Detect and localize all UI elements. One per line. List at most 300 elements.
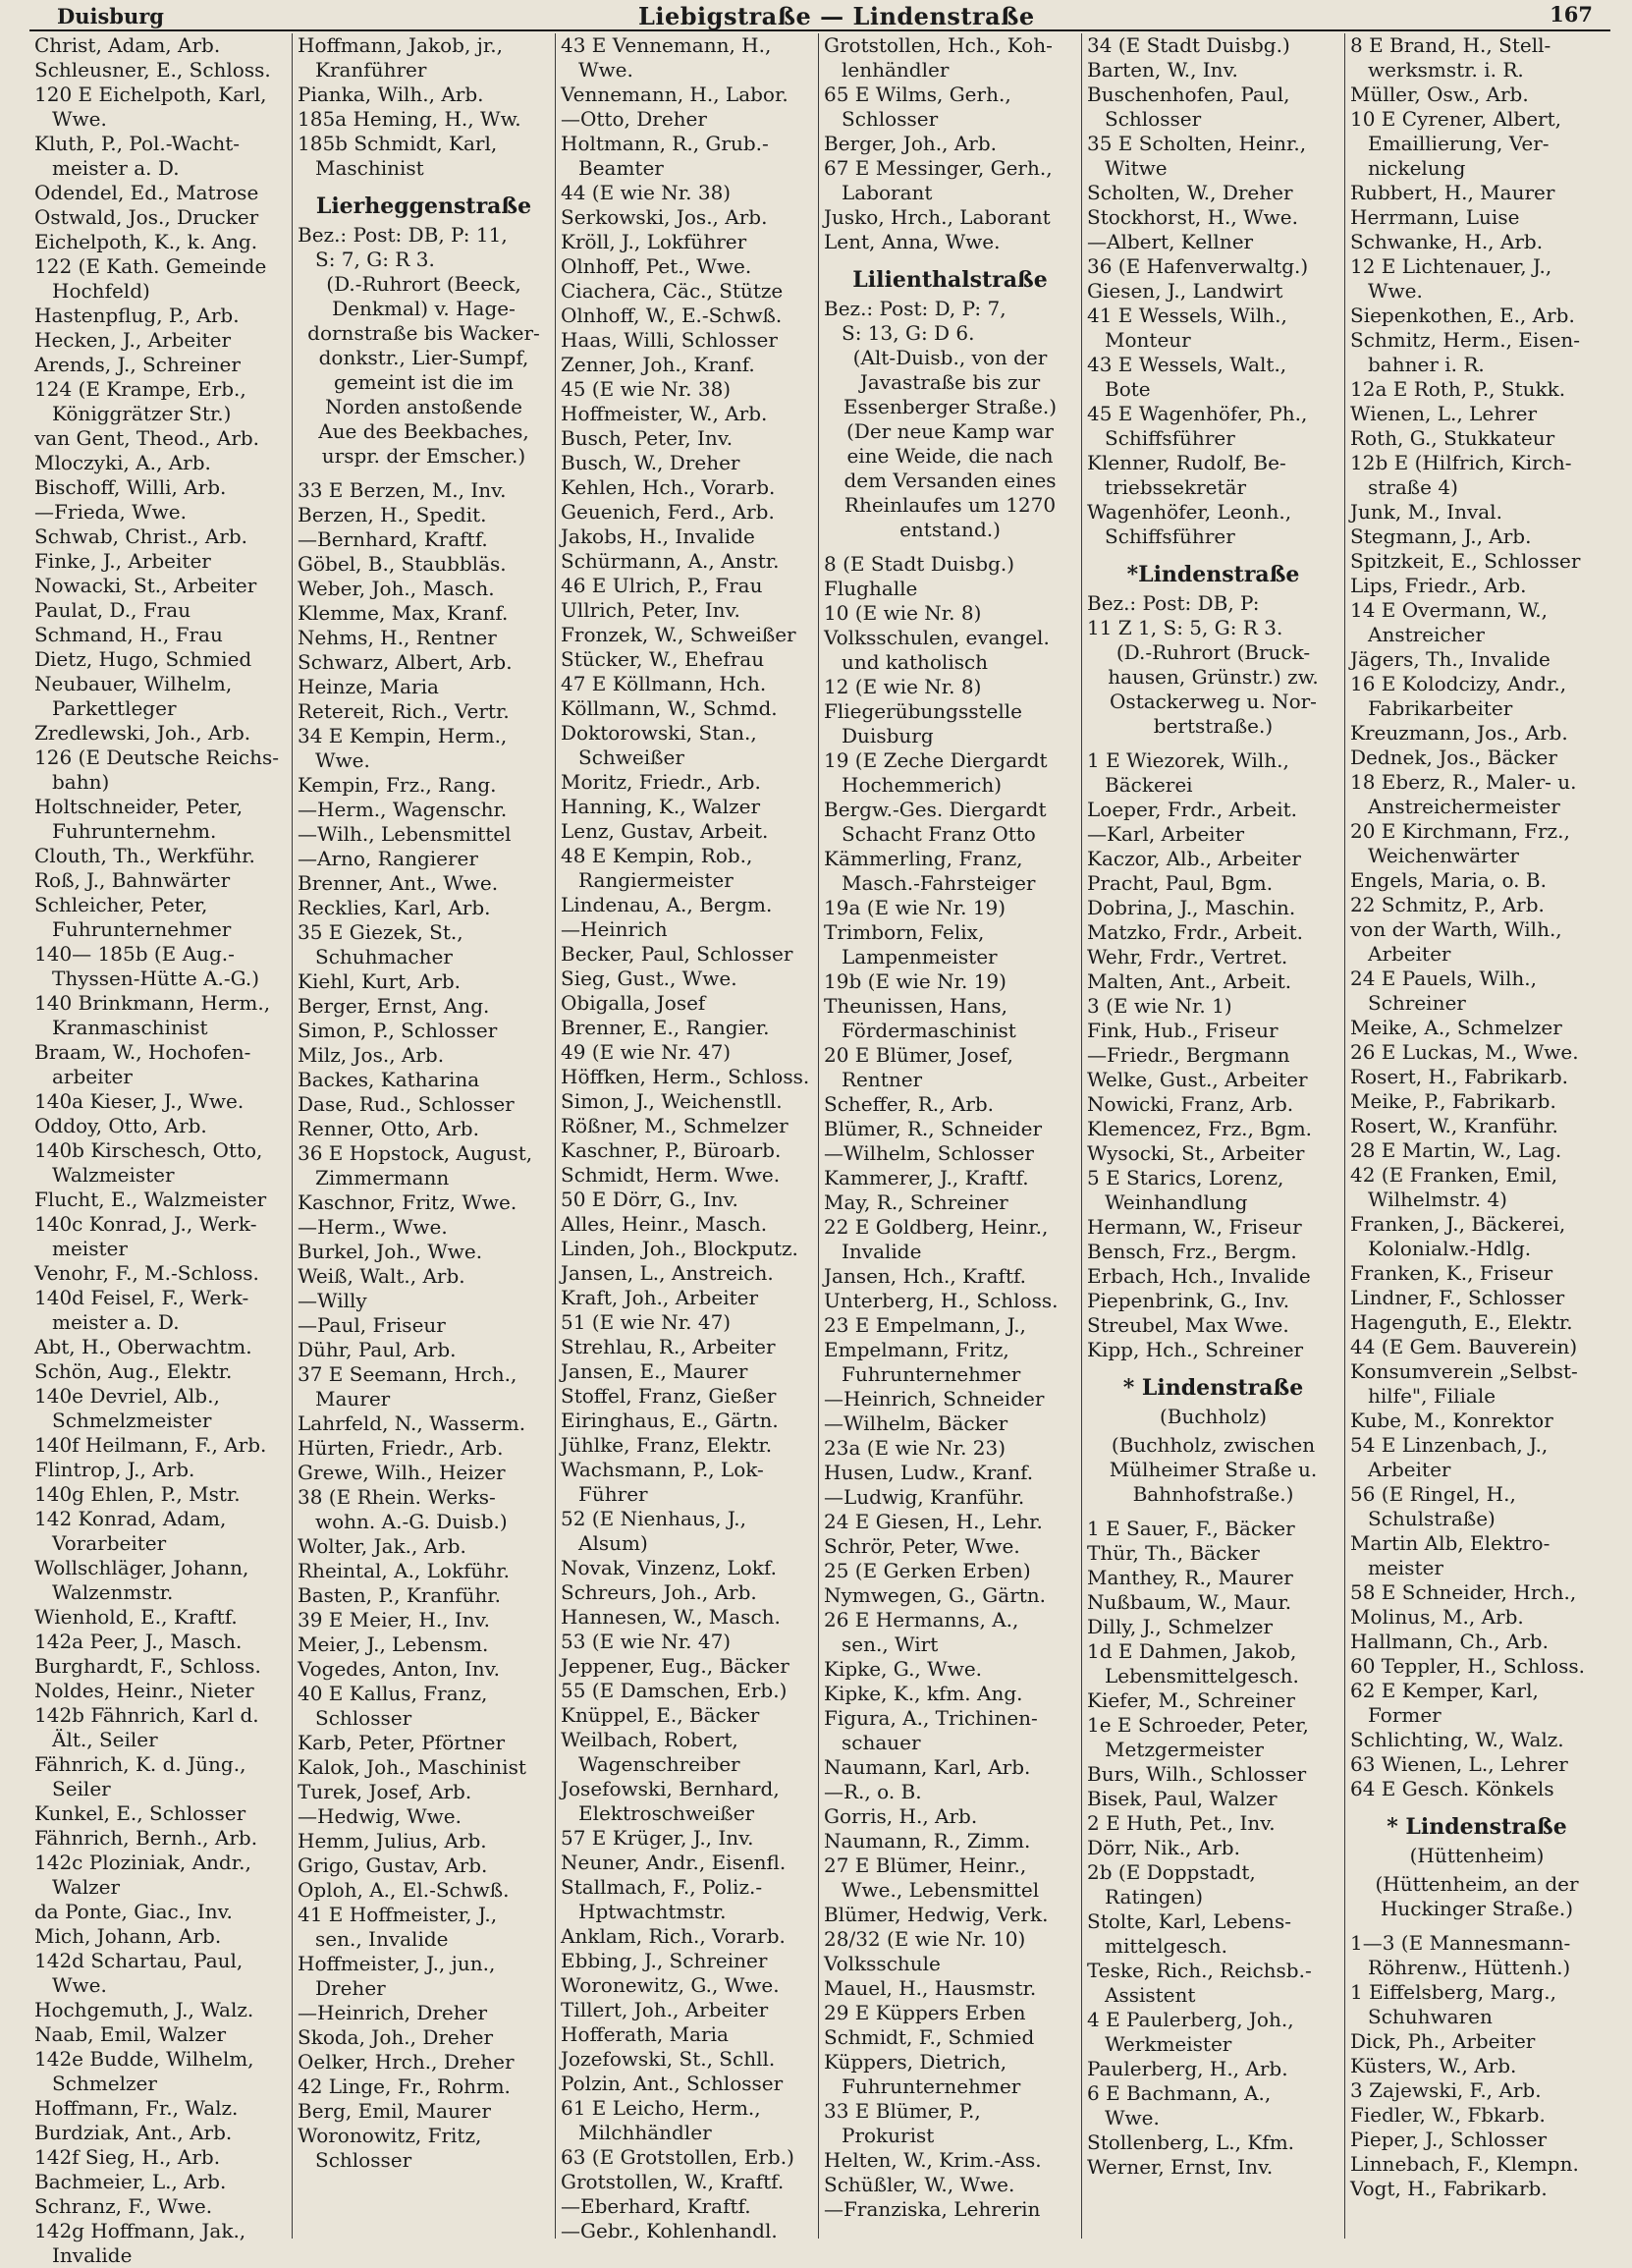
directory-entry: Flughalle: [824, 577, 918, 600]
directory-entry: 65 E Wilms, Gerh.,: [824, 83, 1011, 106]
entry-continuation: Parkettleger: [52, 696, 177, 720]
entry-continuation: arbeiter: [52, 1065, 133, 1088]
directory-entry: 24 E Pauels, Wilh.,: [1350, 967, 1537, 990]
directory-entry: —Heinrich, Dreher: [298, 2001, 488, 2024]
entry-continuation: Hptwachtmstr.: [578, 1900, 727, 1923]
note-line: donkstr., Lier-Sumpf,: [318, 346, 529, 369]
entry-continuation: Seiler: [52, 1777, 111, 1800]
directory-entry: Nehms, H., Rentner: [298, 626, 497, 649]
directory-entry: Meike, P., Fabrikarb.: [1350, 1089, 1556, 1113]
note-line: Javastraße bis zur: [859, 370, 1041, 394]
directory-entry: Kalok, Joh., Maschinist: [298, 1755, 526, 1779]
directory-entry: Schlichting, W., Walz.: [1350, 1728, 1564, 1751]
directory-entry: Stegmann, J., Arb.: [1350, 525, 1532, 548]
directory-entry: Spitzkeit, E., Schlosser: [1350, 549, 1581, 573]
directory-entry: Kreuzmann, Jos., Arb.: [1350, 721, 1568, 745]
directory-entry: Trimborn, Felix,: [824, 920, 985, 944]
directory-entry: —Herm., Wwe.: [298, 1215, 448, 1239]
entry-continuation: Vorarbeiter: [52, 1531, 167, 1555]
directory-entry: Klenner, Rudolf, Be-: [1087, 451, 1286, 474]
entry-list: [824, 33, 1076, 254]
directory-entry: 25 (E Gerken Erben): [824, 1559, 1031, 1582]
directory-entry: Lahrfeld, N., Wasserm.: [298, 1411, 526, 1435]
entry-continuation: bahner i. R.: [1368, 353, 1485, 376]
note-line: (Buchholz, zwischen: [1111, 1433, 1316, 1457]
entry-continuation: Maschinist: [315, 156, 424, 180]
entry-continuation: Schlosser: [315, 2148, 412, 2172]
directory-entry: 142e Budde, Wilhelm,: [34, 2047, 254, 2071]
directory-entry: Fähnrich, Bernh., Arb.: [34, 1826, 258, 1850]
directory-entry: Woronowitz, Fritz,: [298, 2124, 482, 2147]
directory-entry: Jansen, E., Maurer: [561, 1359, 748, 1383]
directory-entry: Oelker, Hrch., Dreher: [298, 2050, 515, 2074]
directory-entry: 12b E (Hilfrich, Kirch-: [1350, 451, 1572, 474]
directory-entry: Klemme, Max, Kranf.: [298, 601, 509, 625]
entry-continuation: Weinhandlung: [1105, 1190, 1248, 1214]
directory-entry: Weiß, Walt., Arb.: [298, 1264, 465, 1288]
header-city: Duisburg: [57, 4, 164, 28]
directory-entry: Empelmann, Fritz,: [824, 1338, 1009, 1361]
directory-entry: Stoffel, Franz, Gießer: [561, 1384, 777, 1408]
directory-entry: Retereit, Rich., Vertr.: [298, 699, 510, 723]
entry-continuation: sen., Wirt: [842, 1632, 939, 1656]
directory-entry: Kube, M., Konrektor: [1350, 1409, 1553, 1432]
directory-entry: 34 E Kempin, Herm.,: [298, 724, 508, 747]
directory-entry: Kaczor, Alb., Arbeiter: [1087, 847, 1301, 870]
directory-entry: Kiefer, M., Schreiner: [1087, 1688, 1295, 1712]
directory-entry: 50 E Dörr, G., Inv.: [561, 1188, 738, 1211]
directory-entry: Rosert, H., Fabrikarb.: [1350, 1065, 1568, 1088]
district-info-line: Bez.: Post: D, P: 7,: [824, 297, 1006, 320]
entry-continuation: Maurer: [315, 1387, 391, 1411]
directory-entry: 46 E Ulrich, P., Frau: [561, 574, 763, 597]
district-info-line: Bez.: Post: DB, P:: [1087, 591, 1260, 615]
directory-entry: Skoda, Joh., Dreher: [298, 2025, 494, 2049]
directory-entry: Arends, J., Schreiner: [34, 353, 241, 376]
directory-entry: Hemm, Julius, Arb.: [298, 1829, 487, 1853]
directory-entry: Piepenbrink, G., Inv.: [1087, 1289, 1290, 1312]
directory-entry: 19 (E Zeche Diergardt: [824, 748, 1048, 772]
entry-continuation: sen., Invalide: [315, 1927, 449, 1951]
directory-entry: Christ, Adam, Arb.: [34, 33, 221, 57]
directory-entry: 140f Heilmann, F., Arb.: [34, 1433, 267, 1457]
directory-entry: Kipke, G., Wwe.: [824, 1657, 983, 1681]
directory-entry: Stallmach, F., Poliz.-: [561, 1875, 763, 1899]
directory-entry: Novak, Vinzenz, Lokf.: [561, 1556, 777, 1579]
entry-list: [34, 33, 287, 2268]
entry-continuation: Monteur: [1105, 328, 1191, 352]
entry-continuation: Kolonialw.-Hdlg.: [1368, 1237, 1532, 1260]
directory-entry: Barten, W., Inv.: [1087, 58, 1238, 82]
directory-entry: 42 (E Franken, Emil,: [1350, 1163, 1558, 1187]
directory-entry: Jusko, Hrch., Laborant: [824, 205, 1051, 229]
directory-entry: 28/32 (E wie Nr. 10): [824, 1927, 1026, 1951]
entry-continuation: Schulstraße): [1368, 1507, 1496, 1530]
section-title-lindenstrasse-buchholz: * Lindenstraße: [1122, 1375, 1304, 1401]
directory-entry: Bensch, Frz., Bergm.: [1087, 1240, 1297, 1263]
street-note: [1087, 640, 1339, 739]
directory-entry: Kipp, Hch., Schreiner: [1087, 1338, 1304, 1361]
directory-entry: Hürten, Friedr., Arb.: [298, 1436, 504, 1460]
directory-entry: —Wilhelm, Schlosser: [824, 1141, 1034, 1165]
district-info: [298, 223, 550, 272]
directory-entry: Polzin, Ant., Schlosser: [561, 2072, 784, 2095]
directory-entry: Flintrop, J., Arb.: [34, 1458, 195, 1481]
directory-entry: Scheffer, R., Arb.: [824, 1092, 995, 1116]
directory-entry: Stollenberg, L., Kfm.: [1087, 2130, 1295, 2154]
entry-list: [561, 33, 813, 2243]
directory-entry: 63 (E Grotstollen, Erb.): [561, 2145, 794, 2169]
directory-entry: Kluth, P., Pol.-Wacht-: [34, 132, 241, 155]
directory-entry: 10 (E wie Nr. 8): [824, 601, 982, 625]
directory-entry: 64 E Gesch. Könkels: [1350, 1777, 1554, 1800]
entry-continuation: Laborant: [842, 181, 933, 204]
directory-entry: —Arno, Rangierer: [298, 847, 478, 870]
directory-entry: Jühlke, Franz, Elektr.: [561, 1433, 773, 1457]
section-title-lilienthalstrasse: Lilienthalstraße: [852, 267, 1048, 293]
note-line: Bahnhofstraße.): [1132, 1482, 1294, 1506]
directory-entry: Thür, Th., Bäcker: [1087, 1541, 1260, 1565]
directory-entry: 2 E Huth, Pet., Inv.: [1087, 1811, 1276, 1835]
directory-entry: 53 (E wie Nr. 47): [561, 1630, 732, 1653]
directory-entry: Schleusner, E., Schloss.: [34, 58, 271, 82]
directory-entry: 45 (E wie Nr. 38): [561, 377, 732, 401]
directory-entry: —Paul, Friseur: [298, 1313, 446, 1337]
entry-continuation: straße 4): [1368, 475, 1458, 499]
directory-entry: 5 E Starics, Lorenz,: [1087, 1166, 1284, 1189]
directory-entry: 140— 185b (E Aug.-: [34, 942, 235, 966]
entry-continuation: Metzgermeister: [1105, 1738, 1264, 1761]
directory-entry: Schmitz, Herm., Eisen-: [1350, 328, 1581, 352]
entry-continuation: Rangiermeister: [578, 868, 734, 892]
directory-entry: Küppers, Dietrich,: [824, 2050, 1007, 2074]
entry-continuation: Wwe.: [1368, 279, 1423, 303]
directory-entry: Welke, Gust., Arbeiter: [1087, 1068, 1308, 1091]
directory-entry: Alles, Heinr., Masch.: [561, 1212, 768, 1236]
directory-entry: Wolter, Jak., Arb.: [298, 1534, 466, 1558]
directory-entry: Zredlewski, Joh., Arb.: [34, 721, 251, 745]
page-number: 167: [1550, 2, 1593, 27]
directory-entry: Stockhorst, H., Wwe.: [1087, 205, 1298, 229]
directory-entry: Höffken, Herm., Schloss.: [561, 1065, 810, 1088]
directory-entry: Fähnrich, K. d. Jüng.,: [34, 1752, 246, 1776]
directory-entry: 57 E Krüger, J., Inv.: [561, 1826, 754, 1850]
directory-entry: Brenner, Ant., Wwe.: [298, 871, 499, 895]
section-subtitle: (Hüttenheim): [1409, 1844, 1545, 1867]
directory-entry: Geuenich, Ferd., Arb.: [561, 500, 775, 524]
directory-entry: Holtmann, R., Grub.-: [561, 132, 769, 155]
directory-entry: Brenner, E., Rangier.: [561, 1016, 770, 1039]
directory-entry: —Herm., Wagenschr.: [298, 798, 508, 821]
directory-entry: Kämmerling, Franz,: [824, 847, 1023, 870]
directory-entry: Oploh, A., El.-Schwß.: [298, 1878, 510, 1902]
directory-entry: 142f Sieg, H., Arb.: [34, 2145, 221, 2169]
entry-continuation: Schlosser: [315, 1706, 412, 1730]
directory-entry: Grigo, Gustav, Arb.: [298, 1853, 488, 1877]
directory-entry: Ostwald, Jos., Drucker: [34, 205, 259, 229]
directory-entry: Gorris, H., Arb.: [824, 1804, 978, 1828]
entry-continuation: Alsum): [578, 1531, 648, 1555]
directory-entry: 45 E Wagenhöfer, Ph.,: [1087, 402, 1308, 425]
note-line: Huckinger Straße.): [1380, 1897, 1574, 1920]
directory-entry: 19a (E wie Nr. 19): [824, 896, 1006, 919]
directory-entry: Husen, Ludw., Kranf.: [824, 1461, 1034, 1484]
directory-entry: Kröll, J., Lokführer: [561, 230, 747, 253]
directory-entry: 122 (E Kath. Gemeinde: [34, 254, 267, 278]
directory-entry: Fliegerübungsstelle: [824, 699, 1022, 723]
directory-entry: Braam, W., Hochofen-: [34, 1040, 251, 1064]
directory-entry: Junk, M., Inval.: [1350, 500, 1502, 524]
directory-entry: Teske, Rich., Reichsb.-: [1087, 1959, 1312, 1982]
directory-entry: 12 E Lichtenauer, J.,: [1350, 254, 1552, 278]
directory-entry: Kaschnor, Fritz, Wwe.: [298, 1190, 517, 1214]
directory-columns: [29, 33, 1610, 2267]
directory-entry: 23 E Empelmann, J.,: [824, 1313, 1026, 1337]
directory-entry: 26 E Luckas, M., Wwe.: [1350, 1040, 1579, 1064]
directory-entry: 36 (E Hafenverwaltg.): [1087, 254, 1309, 278]
directory-entry: 142d Schartau, Paul,: [34, 1949, 244, 1972]
note-line: urspr. der Emscher.): [321, 444, 526, 468]
directory-entry: Pianka, Wilh., Arb.: [298, 83, 484, 106]
directory-entry: 27 E Blümer, Heinr.,: [824, 1853, 1027, 1877]
entry-continuation: Fuhrunternehmer: [52, 917, 232, 941]
directory-entry: Knüppel, E., Bäcker: [561, 1703, 760, 1727]
directory-entry: Naab, Emil, Walzer: [34, 2022, 227, 2046]
directory-entry: Volksschulen, evangel.: [824, 626, 1050, 649]
directory-entry: Fiedler, W., Fbkarb.: [1350, 2103, 1546, 2127]
directory-entry: Linnebach, F., Klempn.: [1350, 2152, 1579, 2176]
entry-continuation: Wwe.: [578, 58, 633, 82]
entry-continuation: Wilhelmstr. 4): [1368, 1188, 1507, 1211]
directory-entry: Oddoy, Otto, Arb.: [34, 1114, 207, 1137]
entry-continuation: Lampenmeister: [842, 945, 998, 968]
directory-entry: Engels, Maria, o. B.: [1350, 868, 1547, 892]
directory-entry: 8 E Brand, H., Stell-: [1350, 33, 1551, 57]
entry-list: [1087, 748, 1339, 1362]
directory-entry: Fink, Hub., Friseur: [1087, 1019, 1278, 1042]
directory-entry: Lindenau, A., Bergm.: [561, 893, 773, 916]
directory-entry: Bischoff, Willi, Arb.: [34, 475, 227, 499]
directory-entry: 6 E Bachmann, A.,: [1087, 2081, 1272, 2105]
directory-entry: Schmand, H., Frau: [34, 623, 223, 646]
directory-entry: da Ponte, Giac., Inv.: [34, 1900, 233, 1923]
directory-entry: 52 (E Nienhaus, J.,: [561, 1507, 747, 1530]
directory-entry: Rheintal, A., Lokführ.: [298, 1559, 510, 1582]
directory-entry: Lips, Friedr., Arb.: [1350, 574, 1527, 597]
entry-continuation: Prokurist: [842, 2124, 935, 2147]
district-info: [1087, 591, 1339, 640]
entry-continuation: Beamter: [578, 156, 664, 180]
note-line: (Alt-Duisb., von der: [852, 346, 1048, 369]
directory-entry: —R., o. B.: [824, 1780, 922, 1803]
directory-entry: Simon, J., Weichenstll.: [561, 1089, 783, 1113]
directory-entry: 12 (E wie Nr. 8): [824, 675, 982, 698]
directory-entry: —Gebr., Kohlenhandl.: [561, 2219, 778, 2242]
directory-entry: 37 E Seemann, Hrch.,: [298, 1362, 517, 1386]
directory-entry: —Franziska, Lehrerin: [824, 2197, 1041, 2221]
directory-entry: Schwab, Christ., Arb.: [34, 525, 248, 548]
entry-continuation: Ratingen): [1105, 1885, 1204, 1908]
directory-entry: Wagenhöfer, Leonh.,: [1087, 500, 1292, 524]
directory-entry: —Otto, Dreher: [561, 107, 707, 131]
entry-continuation: und katholisch: [842, 650, 989, 674]
note-line: Rheinlaufes um 1270: [843, 493, 1057, 517]
directory-entry: Meike, A., Schmelzer: [1350, 1016, 1562, 1039]
entry-continuation: Rentner: [842, 1068, 923, 1091]
entry-continuation: Fuhrunternehmer: [842, 1362, 1021, 1386]
entry-continuation: Kranführer: [315, 58, 427, 82]
directory-entry: Tillert, Joh., Arbeiter: [561, 1998, 769, 2021]
directory-entry: —Heinrich: [561, 917, 668, 941]
directory-entry: Scholten, W., Dreher: [1087, 181, 1293, 204]
directory-entry: Rubbert, H., Maurer: [1350, 181, 1555, 204]
directory-entry: Dase, Rud., Schlosser: [298, 1092, 515, 1116]
directory-entry: 23a (E wie Nr. 23): [824, 1436, 1006, 1460]
directory-entry: 29 E Küppers Erben: [824, 2001, 1026, 2024]
directory-entry: 41 E Wessels, Wilh.,: [1087, 304, 1287, 327]
directory-entry: Fronzek, W., Schweißer: [561, 623, 796, 646]
directory-entry: —Heinrich, Schneider: [824, 1387, 1045, 1411]
directory-entry: 126 (E Deutsche Reichs-: [34, 746, 280, 769]
directory-entry: Wysocki, St., Arbeiter: [1087, 1141, 1305, 1165]
directory-entry: 140b Kirschesch, Otto,: [34, 1138, 263, 1162]
directory-entry: Schmidt, Herm. Wwe.: [561, 1163, 781, 1187]
directory-entry: Hoffmeister, W., Arb.: [561, 402, 768, 425]
district-info-line: S: 13, G: D 6.: [842, 321, 975, 345]
directory-entry: Schrör, Peter, Wwe.: [824, 1534, 1020, 1558]
entry-continuation: Schuhmacher: [315, 945, 453, 968]
entry-continuation: Schlosser: [842, 107, 939, 131]
directory-entry: Neuner, Andr., Eisenfl.: [561, 1851, 787, 1874]
directory-entry: Neubauer, Wilhelm,: [34, 672, 233, 695]
directory-entry: —Ludwig, Kranführ.: [824, 1485, 1025, 1509]
entry-continuation: nickelung: [1368, 156, 1466, 180]
note-line: dem Versanden eines: [843, 469, 1057, 492]
directory-entry: Jozefowski, St., Schll.: [561, 2047, 776, 2071]
directory-entry: 124 (E Krampe, Erb.,: [34, 377, 246, 401]
entry-continuation: Kranmaschinist: [52, 1016, 208, 1039]
directory-entry: Siepenkothen, E., Arb.: [1350, 304, 1575, 327]
entry-continuation: Anstreicher: [1368, 623, 1485, 646]
directory-entry: Schreurs, Joh., Arb.: [561, 1580, 757, 1604]
directory-entry: Rosert, W., Kranführ.: [1350, 1114, 1558, 1137]
entry-continuation: Zimmermann: [315, 1166, 450, 1189]
entry-continuation: Emaillierung, Ver-: [1368, 132, 1550, 155]
directory-entry: —Albert, Kellner: [1087, 230, 1254, 253]
note-line: Norden anstoßende: [325, 395, 522, 418]
directory-entry: Naumann, R., Zimm.: [824, 1829, 1031, 1853]
directory-entry: 36 E Hopstock, August,: [298, 1141, 533, 1165]
directory-entry: 56 (E Ringel, H.,: [1350, 1482, 1516, 1506]
directory-entry: 20 E Kirchmann, Frz.,: [1350, 819, 1570, 843]
directory-entry: 3 (E wie Nr. 1): [1087, 994, 1232, 1018]
directory-entry: Kraft, Joh., Arbeiter: [561, 1286, 759, 1309]
directory-entry: Busch, Peter, Inv.: [561, 426, 734, 450]
entry-continuation: meister a. D.: [52, 1310, 180, 1334]
directory-entry: 16 E Kolodcizy, Andr.,: [1350, 672, 1567, 695]
note-line: (Hüttenheim, an der: [1375, 1872, 1579, 1896]
directory-entry: Unterberg, H., Schloss.: [824, 1289, 1059, 1312]
directory-entry: Schleicher, Peter,: [34, 893, 208, 916]
directory-entry: Hastenpflug, P., Arb.: [34, 304, 240, 327]
entry-continuation: Schmelzer: [52, 2072, 157, 2095]
directory-entry: Schürmann, A., Anstr.: [561, 549, 780, 573]
section-title-lierheggenstrasse: Lierheggenstraße: [315, 194, 532, 219]
entry-continuation: Arbeiter: [1368, 1458, 1451, 1481]
directory-entry: 14 E Overmann, W.,: [1350, 598, 1548, 622]
directory-entry: Bergw.-Ges. Diergardt: [824, 798, 1047, 821]
entry-continuation: Thyssen-Hütte A.-G.): [52, 967, 260, 990]
directory-entry: Basten, P., Kranführ.: [298, 1583, 502, 1607]
directory-entry: 60 Teppler, H., Schloss.: [1350, 1654, 1585, 1678]
page-header: [29, 0, 1610, 31]
directory-entry: Ullrich, Peter, Inv.: [561, 598, 740, 622]
directory-entry: Hanning, K., Walzer: [561, 795, 761, 818]
note-line: entstand.): [899, 518, 1001, 541]
directory-entry: Berger, Joh., Arb.: [824, 132, 997, 155]
directory-entry: Holtschneider, Peter,: [34, 795, 244, 818]
directory-entry: Linden, Joh., Blockputz.: [561, 1237, 798, 1260]
directory-entry: 1e E Schroeder, Peter,: [1087, 1713, 1309, 1737]
entry-continuation: Fördermaschinist: [842, 1019, 1016, 1042]
directory-entry: Mich, Johann, Arb.: [34, 1924, 222, 1948]
directory-entry: Molinus, M., Arb.: [1350, 1605, 1524, 1629]
directory-entry: 34 (E Stadt Duisbg.): [1087, 33, 1290, 57]
entry-continuation: Werkmeister: [1105, 2032, 1232, 2056]
directory-entry: Franken, K., Friseur: [1350, 1261, 1553, 1285]
directory-entry: Blümer, Hedwig, Verk.: [824, 1903, 1049, 1926]
directory-entry: 51 (E wie Nr. 47): [561, 1310, 732, 1334]
directory-entry: 39 E Meier, H., Inv.: [298, 1608, 490, 1632]
directory-entry: Paulerberg, H., Arb.: [1087, 2057, 1288, 2080]
directory-entry: Naumann, Karl, Arb.: [824, 1755, 1031, 1779]
directory-entry: Jakobs, H., Invalide: [561, 525, 755, 548]
entry-continuation: meister a. D.: [52, 156, 180, 180]
entry-continuation: triebssekretär: [1105, 475, 1247, 499]
directory-entry: Obigalla, Josef: [561, 991, 706, 1015]
directory-entry: Herrmann, Luise: [1350, 205, 1520, 229]
directory-entry: Karb, Peter, Pförtner: [298, 1731, 506, 1754]
directory-entry: 54 E Linzenbach, J.,: [1350, 1433, 1549, 1457]
directory-entry: Anklam, Rich., Vorarb.: [561, 1924, 786, 1948]
entry-continuation: Königgrätzer Str.): [52, 402, 232, 425]
entry-list: [1087, 1517, 1339, 2180]
street-note: [824, 346, 1076, 542]
directory-entry: Schmidt, F., Schmied: [824, 2025, 1035, 2049]
directory-entry: Berg, Emil, Maurer: [298, 2099, 491, 2123]
directory-entry: 3 Zajewski, F., Arb.: [1350, 2078, 1542, 2102]
directory-entry: 22 Schmitz, P., Arb.: [1350, 893, 1545, 916]
header-streets: Liebigstraße — Lindenstraße: [638, 2, 1035, 30]
directory-entry: Josefowski, Bernhard,: [561, 1777, 780, 1800]
directory-entry: Odendel, Ed., Matrose: [34, 181, 259, 204]
column-5: [1082, 33, 1345, 2239]
column-2: [293, 33, 556, 2239]
entry-continuation: Wwe.: [52, 1973, 107, 1997]
entry-continuation: Schiffsführer: [1105, 426, 1235, 450]
directory-entry: Venohr, F., M.-Schloss.: [34, 1261, 259, 1285]
entry-continuation: Duisburg: [842, 724, 934, 747]
directory-entry: Dühr, Paul, Arb.: [298, 1338, 457, 1361]
directory-entry: Dörr, Nik., Arb.: [1087, 1836, 1240, 1859]
street-note: [1350, 1872, 1604, 1921]
district-info-line: Bez.: Post: DB, P: 11,: [298, 223, 508, 247]
directory-entry: Simon, P., Schlosser: [298, 1019, 498, 1042]
directory-entry: 67 E Messinger, Gerh.,: [824, 156, 1053, 180]
entry-continuation: Schreiner: [1368, 991, 1466, 1015]
directory-entry: Strehlau, R., Arbeiter: [561, 1335, 776, 1358]
directory-entry: Ciachera, Cäc., Stütze: [561, 279, 784, 303]
